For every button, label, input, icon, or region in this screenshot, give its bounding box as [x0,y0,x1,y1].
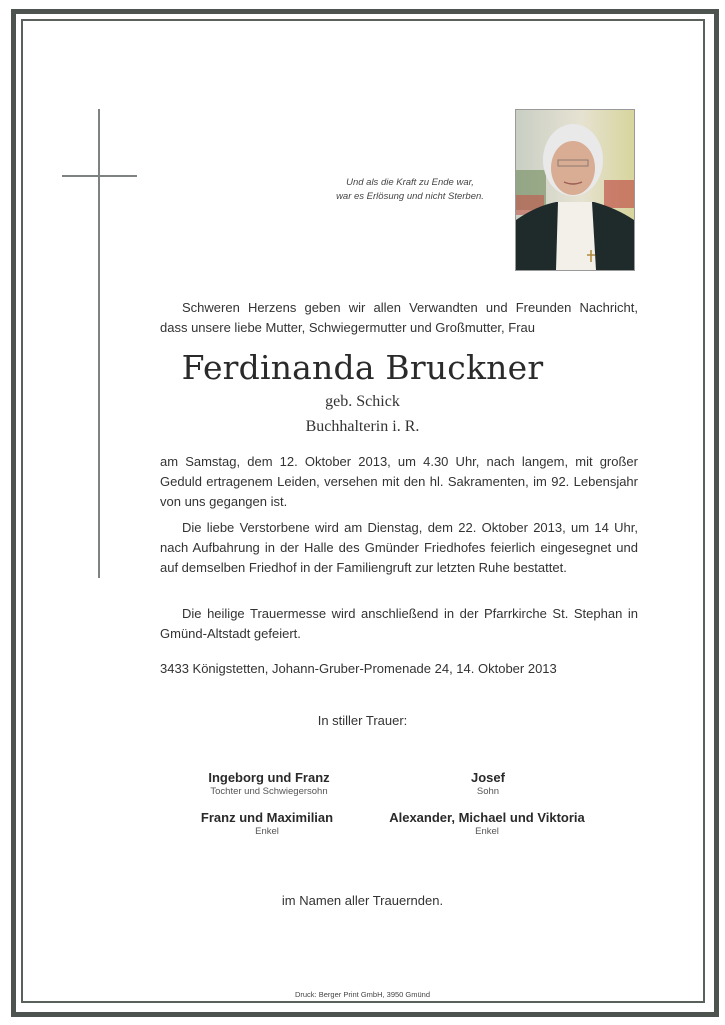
family-names: Alexander, Michael und Viktoria [389,810,585,825]
cross-horizontal-bar [62,175,137,177]
portrait-photo-icon [516,110,634,270]
intro-line-2: dass unsere liebe Mutter, Schwiegermutter und Großmutter, Frau [160,320,536,335]
family-names: Josef [471,770,505,785]
quote-line-1: Und als die Kraft zu Ende war, [346,177,474,188]
mass-paragraph: Die heilige Trauermesse wird anschließend in der Pfarrkirche St. Stephan in Gmünd-Altstadt gefeiert. [160,606,638,641]
family-relation: Sohn [476,786,500,797]
printer-credit: Druck: Berger Print GmbH, 3950 Gmünd [294,990,431,999]
family-entry [357,810,617,838]
family-entry [358,770,618,798]
intro-text [160,298,638,318]
burial-paragraph: Die liebe Verstorbene wird am Dienstag, dem 22. Oktober 2013, um 14 Uhr, nach Aufbahrung in der Halle des Gmünder Friedhofes feierlich eingesegnet und auf demselben Friedhof in der Familiengruft zur letzten Ruhe bestattet. [160,520,638,575]
memorial-quote [300,176,520,204]
mourning-heading: In stiller Trauer: [317,713,408,728]
cross-vertical-bar [98,109,100,578]
birth-name: geb. Schick [325,393,400,410]
place-and-date: 3433 Königstetten, Johann-Gruber-Promenade 24, 14. Oktober 2013 [160,661,557,676]
quote-line-2: war es Erlösung und nicht Sterben. [336,191,484,202]
family-names: Ingeborg und Franz [208,770,330,785]
portrait-photo [515,109,635,271]
deceased-name: Ferdinanda Bruckner [181,348,544,387]
death-paragraph: am Samstag, dem 12. Oktober 2013, um 4.30 Uhr, nach langem, mit großer Geduld ertragenem Leiden, versehen mit den hl. Sakramenten, im 92. Lebensjahr von uns gegangen ist. [160,454,638,509]
intro-line-1: Schweren Herzens geben wir allen Verwandten und Freunden Nachricht, [182,300,638,315]
closing-line: im Namen aller Trauernden. [281,893,444,908]
family-relation: Enkel [475,826,499,837]
family-names: Franz und Maximilian [200,810,334,825]
occupation: Buchhalterin i. R. [305,418,420,435]
family-relation: Enkel [255,826,279,837]
family-relation: Tochter und Schwiegersohn [210,786,328,797]
